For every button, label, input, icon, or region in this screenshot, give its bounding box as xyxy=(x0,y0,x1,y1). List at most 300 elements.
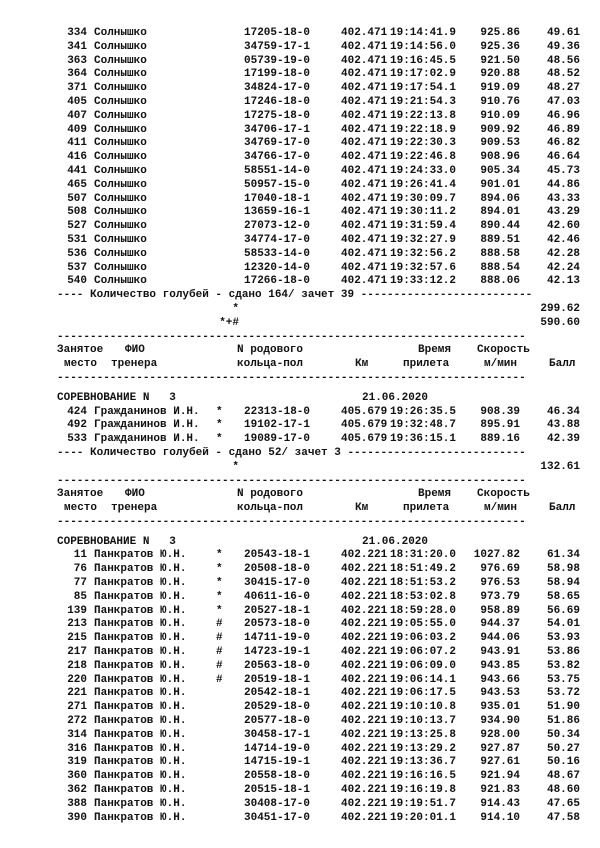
trainer-name-cell: Солнышко xyxy=(94,82,147,95)
total-mark: * xyxy=(232,460,239,473)
mark-cell: # xyxy=(216,673,223,686)
arrival-time-cell: 18:51:53.2 xyxy=(390,577,457,590)
total-mark: *+# xyxy=(219,316,239,329)
trainer-name-cell: Панкратов Ю.Н. xyxy=(94,632,187,645)
arrival-time-cell: 18:51:49.2 xyxy=(390,563,457,576)
speed-cell: 921.83 xyxy=(480,784,520,797)
score-cell: 53.86 xyxy=(546,646,580,659)
header-col6a: Скорость xyxy=(477,344,530,357)
header-col4b: Км xyxy=(355,358,369,371)
ring-number-cell: 17275-18-0 xyxy=(244,109,311,122)
speed-cell: 943.91 xyxy=(480,646,520,659)
speed-cell: 888.54 xyxy=(480,261,520,274)
ring-number-cell: 58533-14-0 xyxy=(244,247,311,260)
distance-cell: 402.221 xyxy=(341,756,388,769)
total-line xyxy=(0,461,600,475)
speed-cell: 943.53 xyxy=(480,687,520,700)
ring-number-cell: 14711-19-0 xyxy=(244,632,311,645)
header-col5a: Время xyxy=(418,488,452,501)
score-cell: 42.46 xyxy=(546,233,580,246)
table-row xyxy=(0,743,600,757)
table-row xyxy=(0,756,600,770)
speed-cell: 927.61 xyxy=(480,756,520,769)
distance-cell: 402.471 xyxy=(341,178,388,191)
trainer-name-cell: Панкратов Ю.Н. xyxy=(94,659,187,672)
table-row xyxy=(0,687,600,701)
place-cell: 508 xyxy=(67,206,87,219)
arrival-time-cell: 19:32:57.6 xyxy=(390,261,457,274)
place-cell: 11 xyxy=(73,549,87,562)
distance-cell: 402.471 xyxy=(341,151,388,164)
header-col1b: место xyxy=(64,358,98,371)
distance-cell: 405.679 xyxy=(341,433,388,446)
score-cell: 42.39 xyxy=(546,433,580,446)
ring-number-cell: 17205-18-0 xyxy=(244,27,311,39)
divider-rule-line xyxy=(0,475,600,489)
score-cell: 49.36 xyxy=(546,40,580,53)
place-cell: 540 xyxy=(67,275,87,288)
arrival-time-cell: 19:36:15.1 xyxy=(390,433,457,446)
trainer-name-cell: Солнышко xyxy=(94,109,147,122)
table-row xyxy=(0,55,600,69)
place-cell: 360 xyxy=(67,770,87,783)
competition-title: СОРЕВНОВАНИЕ N 3 xyxy=(57,535,176,548)
divider-rule-line xyxy=(0,372,600,386)
table-row xyxy=(0,275,600,289)
ring-number-cell: 20515-18-1 xyxy=(244,784,311,797)
distance-cell: 402.221 xyxy=(341,811,388,824)
ring-number-cell: 20577-18-0 xyxy=(244,715,311,728)
table-row xyxy=(0,646,600,660)
table-row xyxy=(0,419,600,433)
score-cell: 58.65 xyxy=(546,590,580,603)
trainer-name-cell: Панкратов Ю.Н. xyxy=(94,577,187,590)
mark-cell: # xyxy=(216,659,223,672)
distance-cell: 402.221 xyxy=(341,673,388,686)
trainer-name-cell: Солнышко xyxy=(94,164,147,177)
table-row xyxy=(0,262,600,276)
speed-cell: 894.06 xyxy=(480,192,520,205)
trainer-name-cell: Солнышко xyxy=(94,95,147,108)
speed-cell: 920.88 xyxy=(480,68,520,81)
trainer-name-cell: Панкратов Ю.Н. xyxy=(94,604,187,617)
place-cell: 507 xyxy=(67,192,87,205)
distance-cell: 402.471 xyxy=(341,40,388,53)
trainer-name-cell: Солнышко xyxy=(94,233,147,246)
distance-cell: 402.221 xyxy=(341,604,388,617)
place-cell: 531 xyxy=(67,233,87,246)
mark-cell: # xyxy=(216,646,223,659)
arrival-time-cell: 19:33:12.2 xyxy=(390,275,457,288)
score-cell: 48.67 xyxy=(546,770,580,783)
table-row xyxy=(0,798,600,812)
ring-number-cell: 30415-17-0 xyxy=(244,577,311,590)
trainer-name-cell: Панкратов Ю.Н. xyxy=(94,673,187,686)
distance-cell: 402.221 xyxy=(341,742,388,755)
header-col2b: тренера xyxy=(111,358,158,371)
speed-cell: 928.00 xyxy=(480,728,520,741)
arrival-time-cell: 19:32:56.2 xyxy=(390,247,457,260)
speed-cell: 914.43 xyxy=(480,797,520,810)
place-cell: 424 xyxy=(67,405,87,418)
header-col5a: Время xyxy=(418,344,452,357)
table-row xyxy=(0,68,600,82)
score-cell: 42.13 xyxy=(546,275,580,288)
place-cell: 441 xyxy=(67,164,87,177)
trainer-name-cell: Панкратов Ю.Н. xyxy=(94,811,187,824)
arrival-time-cell: 19:06:17.5 xyxy=(390,687,457,700)
table-row xyxy=(0,96,600,110)
ring-number-cell: 14723-19-1 xyxy=(244,646,311,659)
speed-cell: 973.79 xyxy=(480,590,520,603)
arrival-time-cell: 19:06:07.2 xyxy=(390,646,457,659)
score-cell: 45.73 xyxy=(546,164,580,177)
arrival-time-cell: 19:14:41.9 xyxy=(390,27,457,39)
total-line xyxy=(0,303,600,317)
table-row xyxy=(0,41,600,55)
arrival-time-cell: 19:10:10.8 xyxy=(390,701,457,714)
trainer-name-cell: Панкратов Ю.Н. xyxy=(94,715,187,728)
table-row xyxy=(0,151,600,165)
ring-number-cell: 20527-18-1 xyxy=(244,604,311,617)
trainer-name-cell: Солнышко xyxy=(94,261,147,274)
arrival-time-cell: 19:16:19.8 xyxy=(390,784,457,797)
speed-cell: 905.34 xyxy=(480,164,520,177)
distance-cell: 402.221 xyxy=(341,590,388,603)
trainer-name-cell: Панкратов Ю.Н. xyxy=(94,797,187,810)
mark-cell: # xyxy=(216,618,223,631)
table-row xyxy=(0,715,600,729)
header-col3b: кольца-пол xyxy=(237,358,304,371)
arrival-time-cell: 19:32:27.9 xyxy=(390,233,457,246)
arrival-time-cell: 19:26:35.5 xyxy=(390,405,457,418)
table-row xyxy=(0,701,600,715)
score-cell: 54.01 xyxy=(546,618,580,631)
arrival-time-cell: 19:19:51.7 xyxy=(390,797,457,810)
table-row xyxy=(0,660,600,674)
ring-number-cell: 20508-18-0 xyxy=(244,563,311,576)
ring-number-cell: 13659-16-1 xyxy=(244,206,311,219)
arrival-time-cell: 19:31:59.4 xyxy=(390,220,457,233)
place-cell: 77 xyxy=(73,577,87,590)
place-cell: 492 xyxy=(67,419,87,432)
header-col6b: м/мин xyxy=(484,502,518,515)
table-row xyxy=(0,137,600,151)
divider-rule-line xyxy=(0,516,600,530)
ring-number-cell: 12320-14-0 xyxy=(244,261,311,274)
arrival-time-cell: 19:06:03.2 xyxy=(390,632,457,645)
speed-cell: 909.53 xyxy=(480,137,520,150)
place-cell: 536 xyxy=(67,247,87,260)
distance-cell: 402.221 xyxy=(341,659,388,672)
arrival-time-cell: 19:14:56.0 xyxy=(390,40,457,53)
column-header-row-1 xyxy=(0,344,600,358)
table-row xyxy=(0,618,600,632)
column-header-row-2 xyxy=(0,358,600,372)
speed-cell: 944.37 xyxy=(480,618,520,631)
trainer-name-cell: Солнышко xyxy=(94,151,147,164)
header-col5b: прилета xyxy=(403,502,450,515)
table-row xyxy=(0,206,600,220)
mark-cell: * xyxy=(216,549,223,562)
header-col7b: Балл xyxy=(549,502,576,515)
speed-cell: 888.58 xyxy=(480,247,520,260)
trainer-name-cell: Солнышко xyxy=(94,275,147,288)
place-cell: 416 xyxy=(67,151,87,164)
score-cell: 53.72 xyxy=(546,687,580,700)
trainer-name-cell: Панкратов Ю.Н. xyxy=(94,742,187,755)
pigeon-count-summary: ---- Количество голубей - сдано 52/ зачет 3 --------------------------- xyxy=(57,446,526,459)
ring-number-cell: 34766-17-0 xyxy=(244,151,311,164)
distance-cell: 402.471 xyxy=(341,220,388,233)
table-row xyxy=(0,220,600,234)
table-row xyxy=(0,674,600,688)
ring-number-cell: 34774-17-0 xyxy=(244,233,311,246)
speed-cell: 910.09 xyxy=(480,109,520,122)
arrival-time-cell: 19:22:46.8 xyxy=(390,151,457,164)
arrival-time-cell: 18:31:20.0 xyxy=(390,549,457,562)
score-cell: 46.82 xyxy=(546,137,580,150)
header-col1a: Занятое xyxy=(57,344,104,357)
place-cell: 272 xyxy=(67,715,87,728)
arrival-time-cell: 19:30:09.7 xyxy=(390,192,457,205)
speed-cell: 944.06 xyxy=(480,632,520,645)
place-cell: 537 xyxy=(67,261,87,274)
pigeon-count-summary-line xyxy=(0,447,600,461)
header-col7b: Балл xyxy=(549,358,576,371)
place-cell: 319 xyxy=(67,756,87,769)
speed-cell: 894.01 xyxy=(480,206,520,219)
trainer-name-cell: Солнышко xyxy=(94,27,147,39)
divider-rule: ----------------------------------------------------------------------- xyxy=(57,371,526,384)
table-row xyxy=(0,406,600,420)
ring-number-cell: 17266-18-0 xyxy=(244,275,311,288)
ring-number-cell: 20542-18-1 xyxy=(244,687,311,700)
distance-cell: 402.221 xyxy=(341,701,388,714)
ring-number-cell: 05739-19-0 xyxy=(244,54,311,67)
arrival-time-cell: 19:17:54.1 xyxy=(390,82,457,95)
header-col3a: N родового xyxy=(237,488,304,501)
distance-cell: 402.471 xyxy=(341,82,388,95)
arrival-time-cell: 19:13:29.2 xyxy=(390,742,457,755)
trainer-name-cell: Солнышко xyxy=(94,54,147,67)
ring-number-cell: 27073-12-0 xyxy=(244,220,311,233)
total-value: 590.60 xyxy=(540,316,580,329)
table-row xyxy=(0,248,600,262)
place-cell: 465 xyxy=(67,178,87,191)
header-col1a: Занятое xyxy=(57,488,104,501)
score-cell: 43.29 xyxy=(546,206,580,219)
score-cell: 48.27 xyxy=(546,82,580,95)
score-cell: 46.34 xyxy=(546,405,580,418)
distance-cell: 402.221 xyxy=(341,577,388,590)
distance-cell: 402.221 xyxy=(341,715,388,728)
distance-cell: 402.221 xyxy=(341,549,388,562)
place-cell: 409 xyxy=(67,123,87,136)
ring-number-cell: 20519-18-1 xyxy=(244,673,311,686)
place-cell: 334 xyxy=(67,27,87,39)
ring-number-cell: 34824-17-0 xyxy=(244,82,311,95)
speed-cell: 943.66 xyxy=(480,673,520,686)
table-row xyxy=(0,729,600,743)
table-row xyxy=(0,632,600,646)
total-line xyxy=(0,317,600,331)
place-cell: 217 xyxy=(67,646,87,659)
distance-cell: 402.471 xyxy=(341,261,388,274)
results-document xyxy=(0,27,600,825)
place-cell: 533 xyxy=(67,433,87,446)
trainer-name-cell: Гражданинов И.Н. xyxy=(94,419,200,432)
ring-number-cell: 20543-18-1 xyxy=(244,549,311,562)
arrival-time-cell: 19:22:30.3 xyxy=(390,137,457,150)
table-row xyxy=(0,591,600,605)
trainer-name-cell: Панкратов Ю.Н. xyxy=(94,687,187,700)
place-cell: 405 xyxy=(67,95,87,108)
place-cell: 390 xyxy=(67,811,87,824)
speed-cell: 934.90 xyxy=(480,715,520,728)
speed-cell: 976.69 xyxy=(480,563,520,576)
speed-cell: 889.16 xyxy=(480,433,520,446)
ring-number-cell: 19102-17-1 xyxy=(244,419,311,432)
distance-cell: 402.221 xyxy=(341,618,388,631)
trainer-name-cell: Солнышко xyxy=(94,123,147,136)
score-cell: 47.58 xyxy=(546,811,580,824)
place-cell: 76 xyxy=(73,563,87,576)
column-header-row-1 xyxy=(0,488,600,502)
place-cell: 362 xyxy=(67,784,87,797)
mark-cell: * xyxy=(216,577,223,590)
speed-cell: 935.01 xyxy=(480,701,520,714)
mark-cell: * xyxy=(216,604,223,617)
arrival-time-cell: 19:24:33.0 xyxy=(390,164,457,177)
speed-cell: 925.36 xyxy=(480,40,520,53)
score-cell: 50.27 xyxy=(546,742,580,755)
distance-cell: 402.471 xyxy=(341,123,388,136)
competition-date: 21.06.2020 xyxy=(362,535,429,548)
speed-cell: 914.10 xyxy=(480,811,520,824)
speed-cell: 908.96 xyxy=(480,151,520,164)
score-cell: 46.96 xyxy=(546,109,580,122)
trainer-name-cell: Панкратов Ю.Н. xyxy=(94,549,187,562)
trainer-name-cell: Панкратов Ю.Н. xyxy=(94,756,187,769)
header-col2a: ФИО xyxy=(125,488,145,501)
place-cell: 364 xyxy=(67,68,87,81)
speed-cell: 901.01 xyxy=(480,178,520,191)
mark-cell: * xyxy=(216,405,223,418)
ring-number-cell: 22313-18-0 xyxy=(244,405,311,418)
trainer-name-cell: Солнышко xyxy=(94,206,147,219)
trainer-name-cell: Панкратов Ю.Н. xyxy=(94,563,187,576)
arrival-time-cell: 19:22:18.9 xyxy=(390,123,457,136)
distance-cell: 402.471 xyxy=(341,68,388,81)
header-col5b: прилета xyxy=(403,358,450,371)
arrival-time-cell: 19:32:48.7 xyxy=(390,419,457,432)
trainer-name-cell: Панкратов Ю.Н. xyxy=(94,770,187,783)
distance-cell: 405.679 xyxy=(341,419,388,432)
arrival-time-cell: 19:10:13.7 xyxy=(390,715,457,728)
arrival-time-cell: 19:30:11.2 xyxy=(390,206,457,219)
mark-cell: * xyxy=(216,590,223,603)
trainer-name-cell: Солнышко xyxy=(94,40,147,53)
arrival-time-cell: 19:13:25.8 xyxy=(390,728,457,741)
distance-cell: 402.471 xyxy=(341,164,388,177)
score-cell: 53.82 xyxy=(546,659,580,672)
place-cell: 271 xyxy=(67,701,87,714)
place-cell: 341 xyxy=(67,40,87,53)
divider-rule: ----------------------------------------------------------------------- xyxy=(57,330,526,343)
score-cell: 61.34 xyxy=(546,549,580,562)
ring-number-cell: 30408-17-0 xyxy=(244,797,311,810)
ring-number-cell: 34769-17-0 xyxy=(244,137,311,150)
ring-number-cell: 58551-14-0 xyxy=(244,164,311,177)
arrival-time-cell: 18:53:02.8 xyxy=(390,590,457,603)
distance-cell: 402.221 xyxy=(341,784,388,797)
speed-cell: 890.44 xyxy=(480,220,520,233)
score-cell: 53.93 xyxy=(546,632,580,645)
trainer-name-cell: Панкратов Ю.Н. xyxy=(94,701,187,714)
score-cell: 48.56 xyxy=(546,54,580,67)
place-cell: 407 xyxy=(67,109,87,122)
score-cell: 49.61 xyxy=(546,27,580,39)
speed-cell: 927.87 xyxy=(480,742,520,755)
pigeon-count-summary: ---- Количество голубей - сдано 164/ зачет 39 -------------------------- xyxy=(57,289,533,302)
arrival-time-cell: 19:22:13.8 xyxy=(390,109,457,122)
divider-rule: ----------------------------------------------------------------------- xyxy=(57,515,526,528)
distance-cell: 402.471 xyxy=(341,206,388,219)
ring-number-cell: 20529-18-0 xyxy=(244,701,311,714)
distance-cell: 402.471 xyxy=(341,27,388,39)
header-col1b: место xyxy=(64,502,98,515)
distance-cell: 402.221 xyxy=(341,728,388,741)
arrival-time-cell: 19:06:09.0 xyxy=(390,659,457,672)
distance-cell: 402.221 xyxy=(341,646,388,659)
speed-cell: 908.39 xyxy=(480,405,520,418)
score-cell: 50.16 xyxy=(546,756,580,769)
speed-cell: 925.86 xyxy=(480,27,520,39)
place-cell: 363 xyxy=(67,54,87,67)
arrival-time-cell: 19:05:55.0 xyxy=(390,618,457,631)
competition-title: СОРЕВНОВАНИЕ N 3 xyxy=(57,391,176,404)
table-row xyxy=(0,812,600,826)
header-col4b: Км xyxy=(355,502,369,515)
score-cell: 43.33 xyxy=(546,192,580,205)
arrival-time-cell: 19:17:02.9 xyxy=(390,68,457,81)
speed-cell: 943.85 xyxy=(480,659,520,672)
score-cell: 58.94 xyxy=(546,577,580,590)
speed-cell: 921.50 xyxy=(480,54,520,67)
total-mark: * xyxy=(232,302,239,315)
header-col6a: Скорость xyxy=(477,488,530,501)
score-cell: 51.86 xyxy=(546,715,580,728)
table-row xyxy=(0,179,600,193)
competition-title-line xyxy=(0,392,600,406)
arrival-time-cell: 19:21:54.3 xyxy=(390,95,457,108)
place-cell: 371 xyxy=(67,82,87,95)
pigeon-count-summary-line xyxy=(0,289,600,303)
trainer-name-cell: Гражданинов И.Н. xyxy=(94,405,200,418)
total-value: 299.62 xyxy=(540,302,580,315)
score-cell: 42.28 xyxy=(546,247,580,260)
divider-rule: ----------------------------------------------------------------------- xyxy=(57,474,526,487)
trainer-name-cell: Панкратов Ю.Н. xyxy=(94,646,187,659)
header-col2a: ФИО xyxy=(125,344,145,357)
place-cell: 314 xyxy=(67,728,87,741)
header-col6b: м/мин xyxy=(484,358,518,371)
trainer-name-cell: Солнышко xyxy=(94,137,147,150)
score-cell: 42.60 xyxy=(546,220,580,233)
place-cell: 85 xyxy=(73,590,87,603)
competition-date: 21.06.2020 xyxy=(362,391,429,404)
